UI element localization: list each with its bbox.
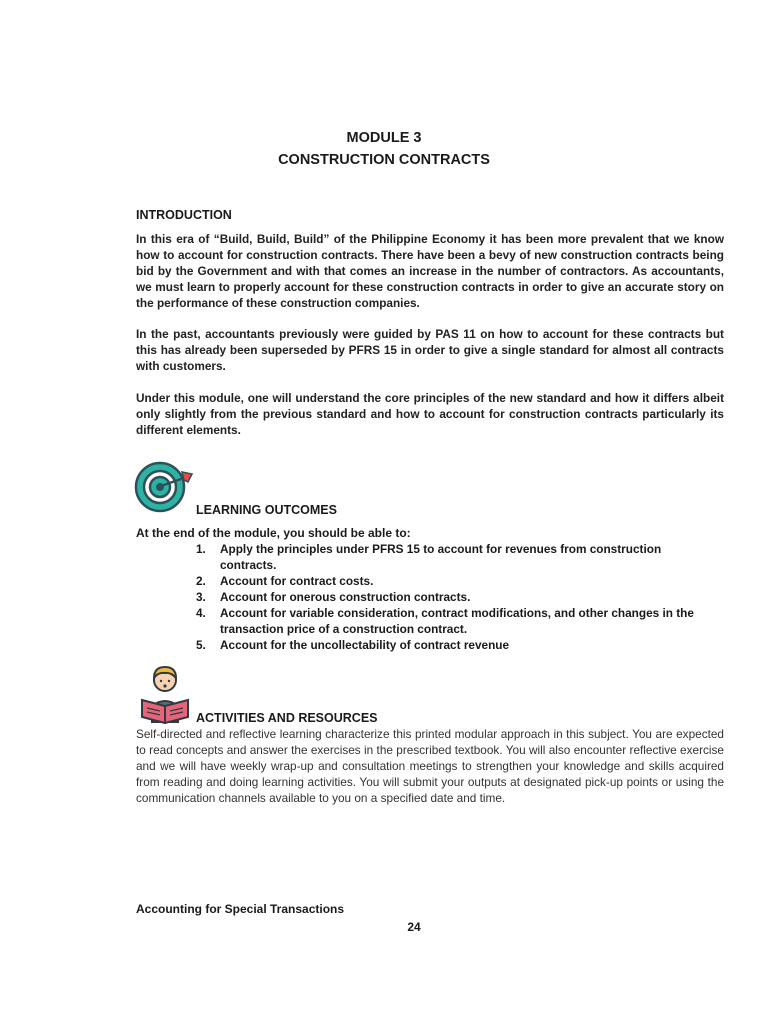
activities-paragraph: Self-directed and reflective learning characterize this printed modular approach in this subject. You are expected to read concepts and answer the exercises in the prescribed textbook. You will also encounter reflective exercise and we will have weekly wrap-up and consultation meetings to strengthen your knowledge and skills acquired from reading and doing learning activities. You will submit your outputs at designated pick-up points or using the communication channels available to you on a specified date and time. <box>136 727 724 805</box>
list-item <box>196 541 716 573</box>
reading-person-icon <box>138 662 192 724</box>
item-text: Account for the uncollectability of contract revenue <box>220 638 510 652</box>
item-text: Account for contract costs. <box>220 574 374 588</box>
list-item <box>196 573 716 589</box>
target-icon <box>134 458 194 514</box>
introduction-heading: INTRODUCTION <box>136 208 232 222</box>
list-item <box>196 637 716 653</box>
page-number: 24 <box>407 920 421 934</box>
learning-outcomes-list <box>196 541 716 653</box>
list-item <box>196 589 716 605</box>
learning-outcomes-lead: At the end of the module, you should be able to: <box>136 526 411 540</box>
item-number: 3. <box>196 590 206 604</box>
module-number: MODULE 3 <box>346 130 422 146</box>
item-number: 2. <box>196 574 206 588</box>
item-number: 1. <box>196 542 206 556</box>
module-title: CONSTRUCTION CONTRACTS <box>278 152 490 168</box>
item-text: Account for onerous construction contracts. <box>220 590 471 604</box>
item-text: Account for variable consideration, contract modifications, and other changes in the transaction price of a construction contract. <box>220 606 694 636</box>
item-number: 5. <box>196 638 206 652</box>
list-item <box>196 605 716 637</box>
intro-paragraph-2: In the past, accountants previously were guided by PAS 11 on how to account for these contracts but this has already been superseded by PFRS 15 in order to give a single standard for almost all contracts with customers. <box>136 327 724 373</box>
learning-outcomes-heading: LEARNING OUTCOMES <box>196 503 337 517</box>
activities-heading: ACTIVITIES AND RESOURCES <box>196 711 378 725</box>
item-number: 4. <box>196 606 206 620</box>
footer-course-title: Accounting for Special Transactions <box>136 902 345 916</box>
intro-paragraph-3: Under this module, one will understand the core principles of the new standard and how it differs albeit only slightly from the previous standard and how to account for construction contracts particularly its different elements. <box>136 391 724 437</box>
intro-paragraph-1: In this era of “Build, Build, Build” of the Philippine Economy it has been more prevalent that we know how to account for construction contracts. There have been a bevy of new construction contracts being bid by the Government and with that comes an increase in the number of contractors. As accountants, we must learn to properly account for these construction contracts in order to give an accurate story on the performance of these construction companies. <box>136 232 724 310</box>
item-text: Apply the principles under PFRS 15 to account for revenues from construction contracts. <box>220 542 662 572</box>
